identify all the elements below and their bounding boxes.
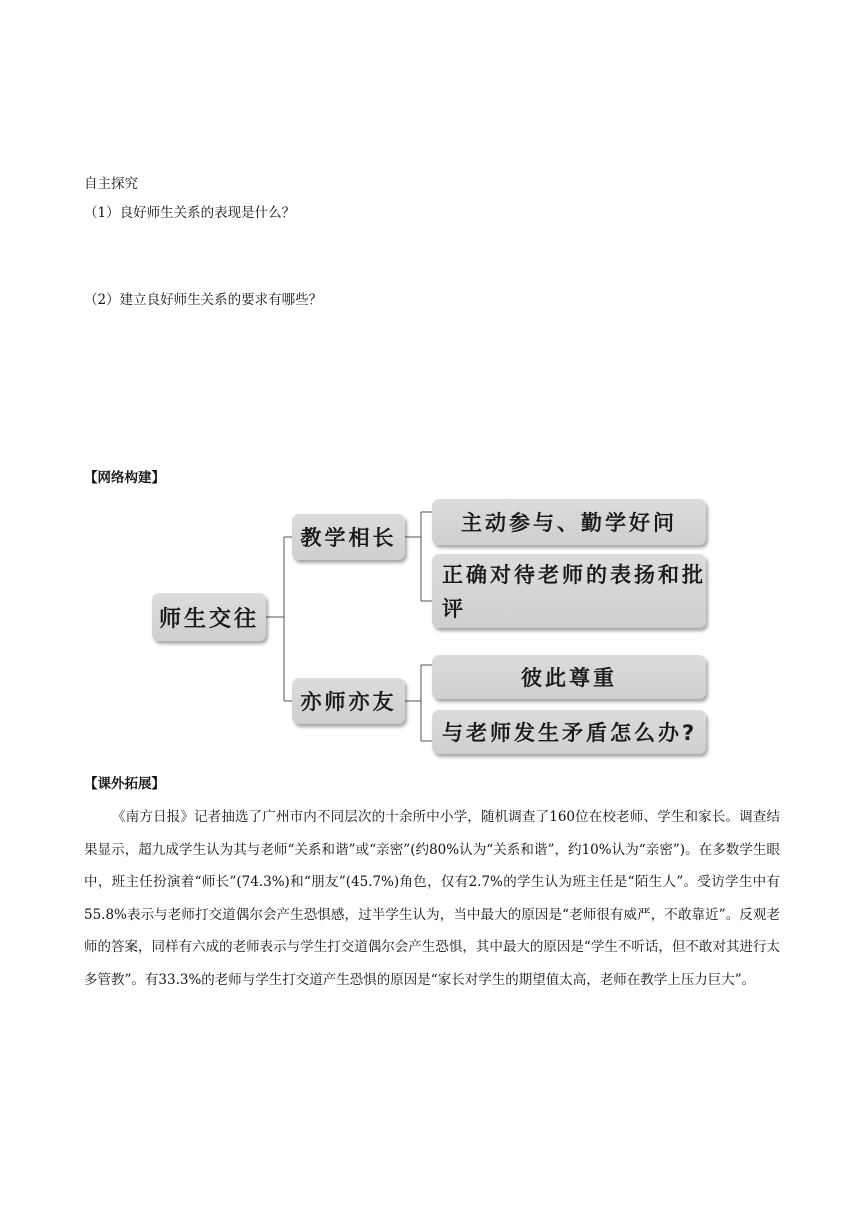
mind-map-leaf-conflict: 与老师发生矛盾怎么办? xyxy=(432,710,706,754)
extension-paragraph: 《南方日报》记者抽选了广州市内不同层次的十余所中小学，随机调查了160位在校老师、学生和家长。调查结果显示，超九成学生认为其与老师“关系和谐”或“亲密”(约80%认为“关系和谐”，约10%认为“亲密”)。在多数学生眼中，班主任扮演着“师长”(74.3%)和“朋友”(45.7%)角色，仅有2.7%的学生认为班主任是“陌生人”。受访学生中有55.8%表示与老师打交道偶尔会产生恐惧感，过半学生认为，当中最大的原因是“老师很有威严，不敢靠近”。反观老师的答案，同样有六成的老师表示与学生打交道偶尔会产生恐惧，其中最大的原因是“学生不听话，但不敢对其进行太多管教”。有33.3%的老师与学生打交道产生恐惧的原因是“家长对学生的期望值太高，老师在教学上压力巨大”。 xyxy=(84,809,780,988)
mind-map-branch-teaching: 教学相长 xyxy=(292,514,405,560)
network-title: 【网络构建】 xyxy=(84,470,165,486)
mind-map-root: 师生交往 xyxy=(152,593,266,641)
mind-map-leaf-praise-criticism: 正确对待老师的表扬和批评 xyxy=(432,554,706,628)
self-study-title: 自主探究 xyxy=(84,176,138,192)
mind-map-leaf-participate: 主动参与、勤学好问 xyxy=(432,499,706,545)
question-1: （1）良好师生关系的表现是什么？ xyxy=(84,205,296,221)
mind-map-branch-friends: 亦师亦友 xyxy=(292,678,405,724)
question-2: （2）建立良好师生关系的要求有哪些？ xyxy=(84,292,323,308)
mind-map-leaf-respect: 彼此尊重 xyxy=(432,655,706,699)
extension-title: 【课外拓展】 xyxy=(84,776,165,792)
